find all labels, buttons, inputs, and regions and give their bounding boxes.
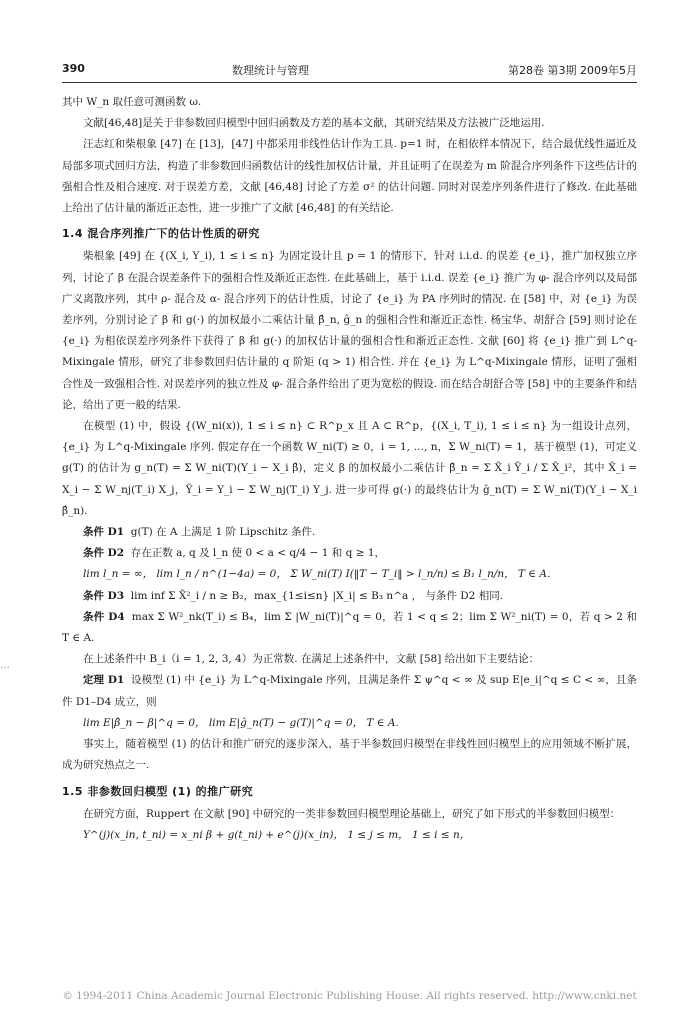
condition-d4-text: max Σ W²_nk(T_i) ≤ B₄，lim Σ |W_ni(T)|^q = 0，若 1 < q ≤ 2；lim Σ W²_ni(T) = 0，若 q > 2 和 T ∈ A. bbox=[62, 610, 637, 645]
paragraph-6: 在上述条件中 B_i（i = 1, 2, 3, 4）为正常数. 在满足上述条件中，文献 [58] 给出如下主要结论： bbox=[83, 653, 540, 666]
condition-d3 bbox=[62, 586, 637, 607]
header-rule bbox=[62, 82, 637, 83]
paragraph-2: 文献[46,48]是关于非参数回归模型中回归函数及方差的基本文献，其研究结果及方法被广泛地运用. bbox=[83, 117, 545, 130]
margin-mark: … bbox=[0, 660, 10, 671]
theorem-d1-text: 设模型 (1) 中 {e_i} 为 L^q-Mixingale 序列，且满足条件 Σ ψ^q < ∞ 及 sup E|e_i|^q ≤ C < ∞，且条件 D1–D4 成立，则 bbox=[62, 674, 637, 708]
theorem-d1-label: 定理 D1 bbox=[83, 674, 125, 687]
condition-d1 bbox=[62, 522, 637, 543]
condition-d1-label: 条件 D1 bbox=[83, 526, 125, 539]
condition-d4-label: 条件 D4 bbox=[83, 610, 125, 623]
condition-d3-label: 条件 D3 bbox=[83, 589, 125, 602]
paragraph-8: 在研究方面，Ruppert 在文献 [90] 中研究的一类非参数回归模型理论基础上，研究了如下形式的半参数回归模型： bbox=[83, 807, 621, 820]
paragraph-7: 事实上，随着模型 (1) 的估计和推广研究的逐步深入，基于半参数回归模型在非线性回归模型上的应用领域不断扩展，成为研究热点之一. bbox=[62, 738, 637, 772]
condition-d4 bbox=[62, 607, 637, 649]
condition-d2-label: 条件 D2 bbox=[83, 547, 125, 560]
paragraph-3: 汪志红和柴根象 [47] 在 [13]，[47] 中都采用非线性估计作为工具. p=1 时，在相依样本情况下，结合最优线性逼近及局部多项式回归方法，构造了非参数回归函数估计的线性加权估计量，并且证明了在误差为 m 阶混合序列条件下这些估计的强相合性及相合速度. 对于误差方差，文献 [46,48] 讨论了方差 σ² 的估计问题. 同时对误差序列条件进行了修改. 在此基础上给出了估计量的渐近正态性，进一步推广了文献 [46,48] 的有关结论. bbox=[62, 138, 637, 215]
condition-d2-text: 存在正数 a, q 及 l_n 使 0 < a < q/4 − 1 和 q ≥ 1， bbox=[130, 547, 386, 560]
condition-d1-text: g(T) 在 A 上满足 1 阶 Lipschitz 条件. bbox=[130, 526, 316, 539]
section-heading-1-4: 1.4 混合序列推广下的估计性质的研究 bbox=[62, 227, 260, 241]
copyright-footer: © 1994-2011 China Academic Journal Electronic Publishing House. All rights reserved. http://www.cnki.net bbox=[62, 990, 637, 1002]
equation-d2: lim l_n = ∞， lim l_n / n^(1−4a) = 0， Σ W_ni(T) I(‖T − T_i‖ > l_n/n) ≤ B₁ l_n/n， T ∈ A. bbox=[83, 568, 551, 581]
section-heading-1-5: 1.5 非参数回归模型 (1) 的推广研究 bbox=[62, 784, 254, 798]
paragraph-5: 在模型 (1) 中，假设 {(W_ni(x)), 1 ≤ i ≤ n} ⊂ R^p_x 且 A ⊂ R^p，{(X_i, T_i), 1 ≤ i ≤ n} 为一组设计点列，{e_i} 为 L^q-Mixingale 序列. 假定存在一个函数 W_ni(T) ≥ 0，i = 1, …, n，Σ W_ni(T) = 1，基于模型 (1)，可定义 g(T) 的估计为 g_n(T) = Σ W_ni(T)(Y_i − X_i β̂)，定义 β 的加权最小二乘估计 β̂_n = Σ X̃_i Ỹ_i / Σ X̃_i²，其中 X̃_i = X_i − Σ W_nj(T_i) X_j，Ỹ_i = Y_i − Σ W_nj(T_i) Y_j. 进一步可得 g(·) 的最终估计为 ĝ_n(T) = Σ W_ni(T)(Y_i − X_i β̂_n). bbox=[62, 420, 637, 517]
page-number: 390 bbox=[62, 62, 85, 75]
equation-theorem: lim E|β̂_n − β|^q = 0， lim E|ĝ_n(T) − g(T)|^q = 0， T ∈ A. bbox=[83, 716, 399, 729]
article-body bbox=[62, 92, 637, 846]
equation-model: Y^(j)(x_in, t_ni) = x_ni β + g(t_ni) + e^(j)(x_in)， 1 ≤ j ≤ m， 1 ≤ i ≤ n， bbox=[83, 828, 471, 841]
condition-d3-text: lim inf Σ X̃²_i / n ≥ B₂，max_{1≤i≤n} |X_i| ≤ B₃ n^a ， 与条件 D2 相同. bbox=[130, 589, 504, 602]
theorem-d1 bbox=[62, 670, 637, 712]
condition-d2 bbox=[62, 543, 637, 564]
paragraph-1: 其中 W_n 取任意可测函数 ω. bbox=[62, 96, 202, 108]
running-header bbox=[62, 62, 637, 80]
volume-issue: 第28卷 第3期 2009年5月 bbox=[508, 64, 637, 77]
paragraph-4: 柴根象 [49] 在 {(X_i, Y_i), 1 ≤ i ≤ n} 为固定设计且 p = 1 的情形下，针对 i.i.d. 的误差 {e_i}，推广加权独立序列，讨论了 β 在混合误差条件下的强相合性及渐近正态性. 在此基础上，基于 i.i.d. 误差 {e_i} 推广为 φ- 混合序列以及局部广义离散序列，其中 ρ- 混合及 α- 混合序列下的估计性质，讨论了 {e_i} 为 PA 序列时的情况. 在 [58] 中，对 {e_i} 为误差序列，分别讨论了 β 和 g(·) 的加权最小二乘估计量 β̂_n, ĝ_n 的强相合性和渐近正态性. 杨宝华、胡舒合 [59] 则讨论在 {e_i} 为相依误差序列条件下获得了 β 和 g(·) 的加权估计量的强相合性和渐近正态性. 文献 [60] 将 {e_i} 推广到 L^q-Mixingale 情形，研究了非参数回归估计量的 q 阶矩 (q > 1) 相合性. 并在 {e_i} 为 L^q-Mixingale 情形，证明了强相合性及一致强相合性. 对误差序列的独立性及 φ- 混合条件给出了更为宽松的假设. 而在结合胡舒合等 [58] 中的主要条件和结论，给出了更一般的结果. bbox=[62, 250, 637, 411]
journal-name: 数理统计与管理 bbox=[232, 64, 309, 77]
